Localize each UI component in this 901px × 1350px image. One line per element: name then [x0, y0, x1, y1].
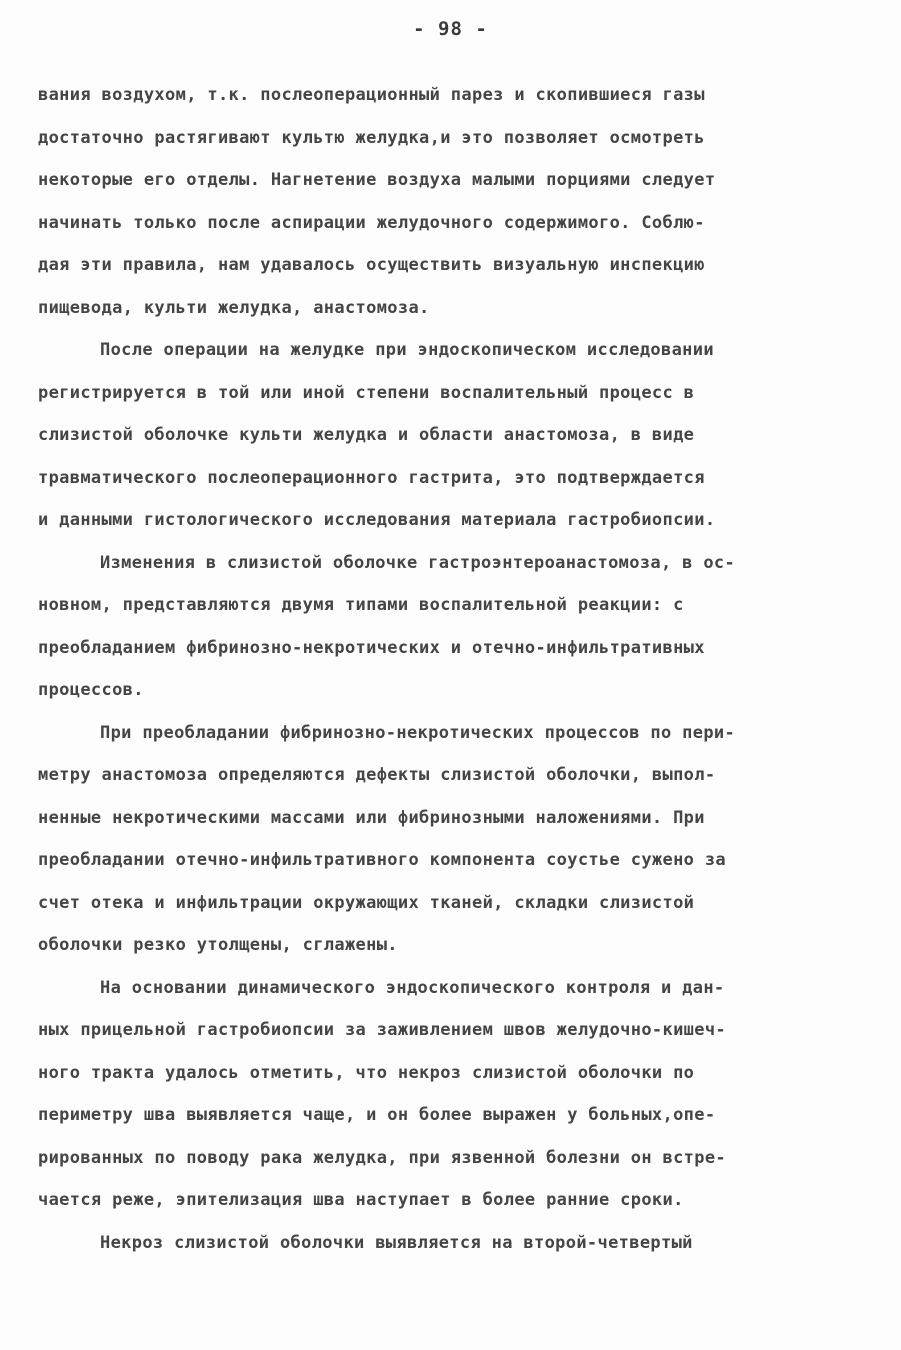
- body-text: [38, 74, 868, 1264]
- paragraph: [38, 329, 868, 542]
- text-line: слизистой оболочке культи желудка и области анастомоза, в виде: [38, 425, 695, 445]
- text-line: вания воздухом, т.к. послеоперационный парез и скопившиеся газы: [38, 85, 705, 105]
- text-line: Изменения в слизистой оболочке гастроэнтероанастомоза, в ос-: [100, 552, 736, 573]
- text-line: начинать только после аспирации желудочного содержимого. Соблю-: [38, 212, 705, 233]
- text-line: преобладанием фибринозно-некротических и отечно-инфильтративных: [38, 637, 705, 658]
- text-line: и данными гистологического исследования материала гастробиопсии.: [38, 510, 716, 530]
- text-line: новном, представляются двумя типами воспалительной реакции: с: [38, 595, 684, 615]
- text-line: оболочки резко утолщены, сглажены.: [38, 935, 398, 955]
- paragraph: [38, 74, 868, 329]
- text-line: После операции на желудке при эндоскопическом исследовании: [100, 340, 714, 360]
- paragraph: [38, 712, 868, 967]
- text-line: ненные некротическими массами или фибринозными наложениями. При: [38, 807, 705, 828]
- text-line: Некроз слизистой оболочки выявляется на второй-четвертый: [100, 1232, 693, 1253]
- text-line: процессов.: [38, 680, 144, 700]
- text-line: регистрируется в той или иной степени воспалительный процесс в: [38, 382, 695, 403]
- text-line: ных прицельной гастробиопсии за заживлением швов желудочно-кишеч-: [38, 1020, 727, 1040]
- text-line: рированных по поводу рака желудка, при язвенной болезни он встре-: [38, 1147, 727, 1168]
- text-line: травматического послеоперационного гастрита, это подтверждается: [38, 467, 705, 488]
- text-line: периметру шва выявляется чаще, и он более выражен у больных,опе-: [38, 1105, 716, 1125]
- text-line: дая эти правила, нам удавалось осуществить визуальную инспекцию: [38, 255, 705, 275]
- text-line: счет отека и инфильтрации окружающих тканей, складки слизистой: [38, 892, 695, 913]
- paragraph: [38, 967, 868, 1222]
- text-line: метру анастомоза определяются дефекты слизистой оболочки, выпол-: [38, 765, 716, 785]
- paragraph: [38, 1222, 868, 1265]
- text-line: достаточно растягивают культю желудка,и это позволяет осмотреть: [38, 127, 705, 148]
- text-line: На основании динамического эндоскопического контроля и дан-: [100, 977, 725, 998]
- text-line: чается реже, эпителизация шва наступает в более ранние сроки.: [38, 1190, 684, 1210]
- text-line: При преобладании фибринозно-некротических процессов по пери-: [100, 722, 736, 743]
- text-line: ного тракта удалось отметить, что некроз слизистой оболочки по: [38, 1062, 695, 1083]
- text-line: некоторые его отделы. Нагнетение воздуха малыми порциями следует: [38, 170, 716, 190]
- page-number: - 98 -: [413, 18, 488, 40]
- text-line: пищевода, культи желудка, анастомоза.: [38, 297, 430, 318]
- text-line: преобладании отечно-инфильтративного компонента соустье сужено за: [38, 850, 727, 870]
- paragraph: [38, 542, 868, 712]
